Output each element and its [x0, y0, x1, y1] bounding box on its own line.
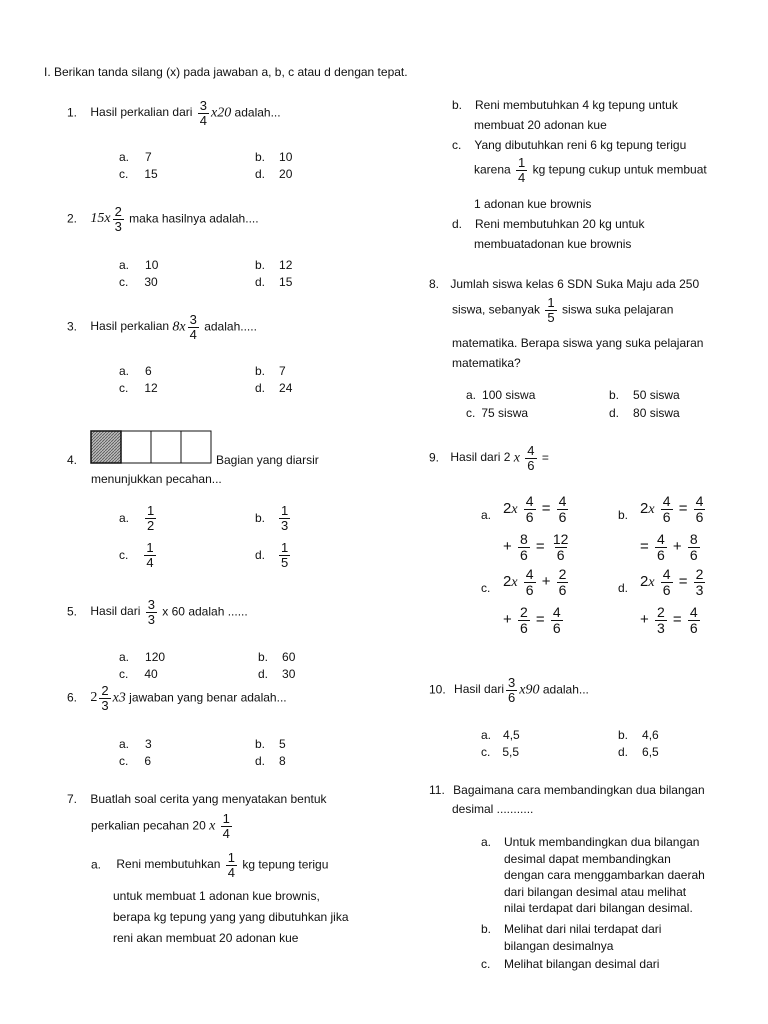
option-c[interactable]: c. $\frac{1}{4}$ — [119, 540, 154, 570]
option-a[interactable]: a. 4,5 — [481, 728, 520, 742]
option-a[interactable]: a. 10 — [119, 258, 159, 272]
option-a-text: reni akan membuat 20 adonan kue — [113, 931, 299, 945]
option-a[interactable]: a. 6 — [119, 364, 152, 378]
option-a-text: berapa kg tepung yang yang dibutuhkan jika — [113, 910, 349, 924]
option-c[interactable]: c. 15 — [119, 167, 158, 181]
option-b[interactable]: b. — [481, 922, 492, 936]
mixed-number-whole: 2 — [90, 690, 98, 706]
question-text: maka hasilnya adalah.... — [129, 211, 259, 226]
option-d[interactable]: d. $\frac{1}{5}$ — [255, 540, 289, 570]
question-number: 11. — [429, 783, 445, 797]
question-number: 10. — [429, 682, 446, 697]
option-d-equation: 2x $\frac{4}{6}$ = $\frac{2}{3}$ — [640, 566, 704, 598]
option-b-text: membuat 20 adonan kue — [474, 118, 607, 132]
shaded-bar-diagram — [90, 430, 214, 464]
question-text: matematika. Berapa siswa yang suka pelajaran — [452, 336, 704, 350]
option-a[interactable]: a. 3 — [119, 737, 152, 751]
option-d[interactable]: d. 15 — [255, 275, 293, 289]
question-9: 9. Hasil dari 2 x $\frac{4}{6}$ = — [429, 443, 549, 473]
option-b[interactable]: b. 7 — [255, 364, 286, 378]
option-c[interactable]: c. 6 — [119, 754, 152, 768]
option-a-text: Untuk membandingkan dua bilangan desimal dapat membandingkan dengan cara menggambarkan daerah dari bilangan desimal atau melihat nilai terdapat dari bilangan desimal. — [504, 835, 705, 915]
question-8 — [429, 276, 699, 292]
option-d[interactable]: d. 80 siswa — [609, 406, 680, 420]
fraction: $\frac{2}{3}$ — [114, 204, 122, 234]
question-3 — [67, 313, 257, 341]
question-10: 10. Hasil dari $\frac{3}{6}$ x90 adalah... — [429, 675, 589, 705]
question-number: 6. — [67, 690, 78, 705]
option-c[interactable]: c. 30 — [119, 275, 158, 289]
option-c[interactable]: c. — [481, 957, 491, 971]
question-7 — [67, 791, 327, 807]
option-a[interactable]: a. 120 — [119, 650, 166, 664]
fraction: $\frac{2}{3}$ — [101, 683, 109, 713]
question-text: adalah... — [234, 105, 281, 120]
question-text: menunjukkan pecahan... — [91, 472, 222, 486]
question-text: jawaban yang benar adalah... — [129, 690, 287, 705]
option-c[interactable]: c. 40 — [119, 667, 158, 681]
option-d-equation: + $\frac{2}{3}$ = $\frac{4}{6}$ — [640, 604, 698, 636]
math-expression: x20 — [210, 105, 232, 121]
question-text: Bagian yang diarsir — [216, 453, 319, 467]
option-b[interactable]: b. — [618, 508, 629, 522]
option-c-text: karena $\frac{1}{4}$ kg tepung cukup untuk membuat — [474, 155, 707, 185]
option-a-equation: + $\frac{8}{6}$ = $\frac{12}{6}$ — [503, 531, 569, 563]
question-text: Buatlah soal cerita yang menyatakan bentuk — [90, 792, 327, 806]
fraction: $\frac{3}{4}$ — [189, 312, 197, 342]
option-a-text: untuk membuat 1 adonan kue brownis, — [113, 889, 320, 903]
math-expression: 15x — [90, 211, 111, 227]
question-1 — [67, 99, 281, 127]
question-text: Hasil perkalian — [90, 319, 170, 334]
option-a[interactable]: a. $\frac{1}{2}$ — [119, 503, 155, 533]
option-d-text: membuatadonan kue brownis — [474, 237, 632, 251]
option-d[interactable]: d. — [618, 581, 629, 595]
option-a[interactable]: a. 7 — [119, 150, 152, 164]
question-text: perkalian pecahan 20 x $\frac{1}{4}$ — [91, 811, 230, 841]
fraction: $\frac{3}{3}$ — [147, 597, 155, 627]
question-number: 2. — [67, 211, 78, 226]
option-b[interactable]: b. 60 — [258, 650, 296, 664]
question-number: 7. — [67, 792, 78, 806]
option-c[interactable]: c. 12 — [119, 381, 158, 395]
question-text: Hasil perkalian dari — [90, 105, 193, 120]
option-b-equation: 2x $\frac{4}{6}$ = $\frac{4}{6}$ — [640, 493, 704, 525]
question-number: 8. — [429, 277, 440, 291]
question-number: 3. — [67, 319, 78, 334]
option-d[interactable]: d. 20 — [255, 167, 293, 181]
question-5 — [67, 598, 248, 626]
question-number: 5. — [67, 604, 78, 619]
option-b[interactable]: b. 12 — [255, 258, 293, 272]
option-d[interactable]: d. 6,5 — [618, 745, 659, 759]
option-a[interactable]: a. — [481, 508, 492, 522]
option-b-text: Melihat dari nilai terdapat dari bilangan desimalnya — [504, 922, 662, 953]
question-number: 4. — [67, 453, 78, 467]
option-c-text: Melihat bilangan desimal dari — [504, 957, 660, 971]
option-b[interactable]: b. 10 — [255, 150, 293, 164]
option-b-equation: = $\frac{4}{6}$ + $\frac{8}{6}$ — [640, 531, 698, 563]
question-text: Jumlah siswa kelas 6 SDN Suka Maju ada 250 — [450, 277, 700, 291]
option-a[interactable]: a. Reni membutuhkan $\frac{1}{4}$ kg tepung terigu — [91, 850, 329, 880]
instruction: I. Berikan tanda silang (x) pada jawaban a, b, c atau d dengan tepat. — [44, 65, 408, 79]
question-number: 9. — [429, 450, 440, 465]
question-text: desimal ........... — [452, 802, 534, 816]
option-c-equation: + $\frac{2}{6}$ = $\frac{4}{6}$ — [503, 604, 561, 636]
question-11: 11. Bagaimana cara membandingkan dua bilangan — [429, 783, 705, 797]
math-expression: x 60 — [162, 604, 185, 619]
question-text: matematika? — [452, 356, 521, 370]
option-b[interactable]: b. Reni membutuhkan 4 kg tepung untuk — [452, 98, 678, 112]
option-c[interactable]: c. Yang dibutuhkan reni 6 kg tepung terigu — [452, 138, 687, 152]
question-2 — [67, 205, 259, 233]
option-b[interactable]: b. $\frac{1}{3}$ — [255, 503, 289, 533]
math-expression: x3 — [112, 690, 126, 706]
option-c[interactable]: c. 5,5 — [481, 745, 520, 759]
option-a[interactable]: a. — [481, 835, 492, 849]
option-c[interactable]: c. — [481, 581, 491, 595]
fraction: $\frac{3}{4}$ — [199, 98, 207, 128]
option-c[interactable]: c. 75 siswa — [466, 406, 529, 420]
option-d[interactable]: d. Reni membutuhkan 20 kg untuk — [452, 217, 645, 231]
option-d[interactable]: d. 24 — [255, 381, 293, 395]
option-d[interactable]: d. 30 — [258, 667, 296, 681]
question-text: siswa, sebanyak $\frac{1}{5}$ siswa suka pelajaran — [452, 295, 674, 325]
option-b[interactable]: b. 50 siswa — [609, 388, 680, 402]
option-b[interactable]: b. 4,6 — [618, 728, 659, 742]
question-6 — [67, 684, 287, 712]
question-number: 1. — [67, 105, 78, 120]
question-text: adalah..... — [204, 319, 257, 334]
option-a[interactable]: a. 100 siswa — [466, 388, 536, 402]
option-a-equation: 2x $\frac{4}{6}$ = $\frac{4}{6}$ — [503, 493, 567, 525]
math-expression: 8x — [172, 319, 186, 335]
question-text: Hasil dari — [90, 604, 141, 619]
option-c-text: 1 adonan kue brownis — [474, 197, 592, 211]
option-c-equation: 2x $\frac{4}{6}$ + $\frac{2}{6}$ — [503, 566, 567, 598]
option-d[interactable]: d. 8 — [255, 754, 286, 768]
question-text: adalah ...... — [188, 604, 248, 619]
option-b[interactable]: b. 5 — [255, 737, 286, 751]
